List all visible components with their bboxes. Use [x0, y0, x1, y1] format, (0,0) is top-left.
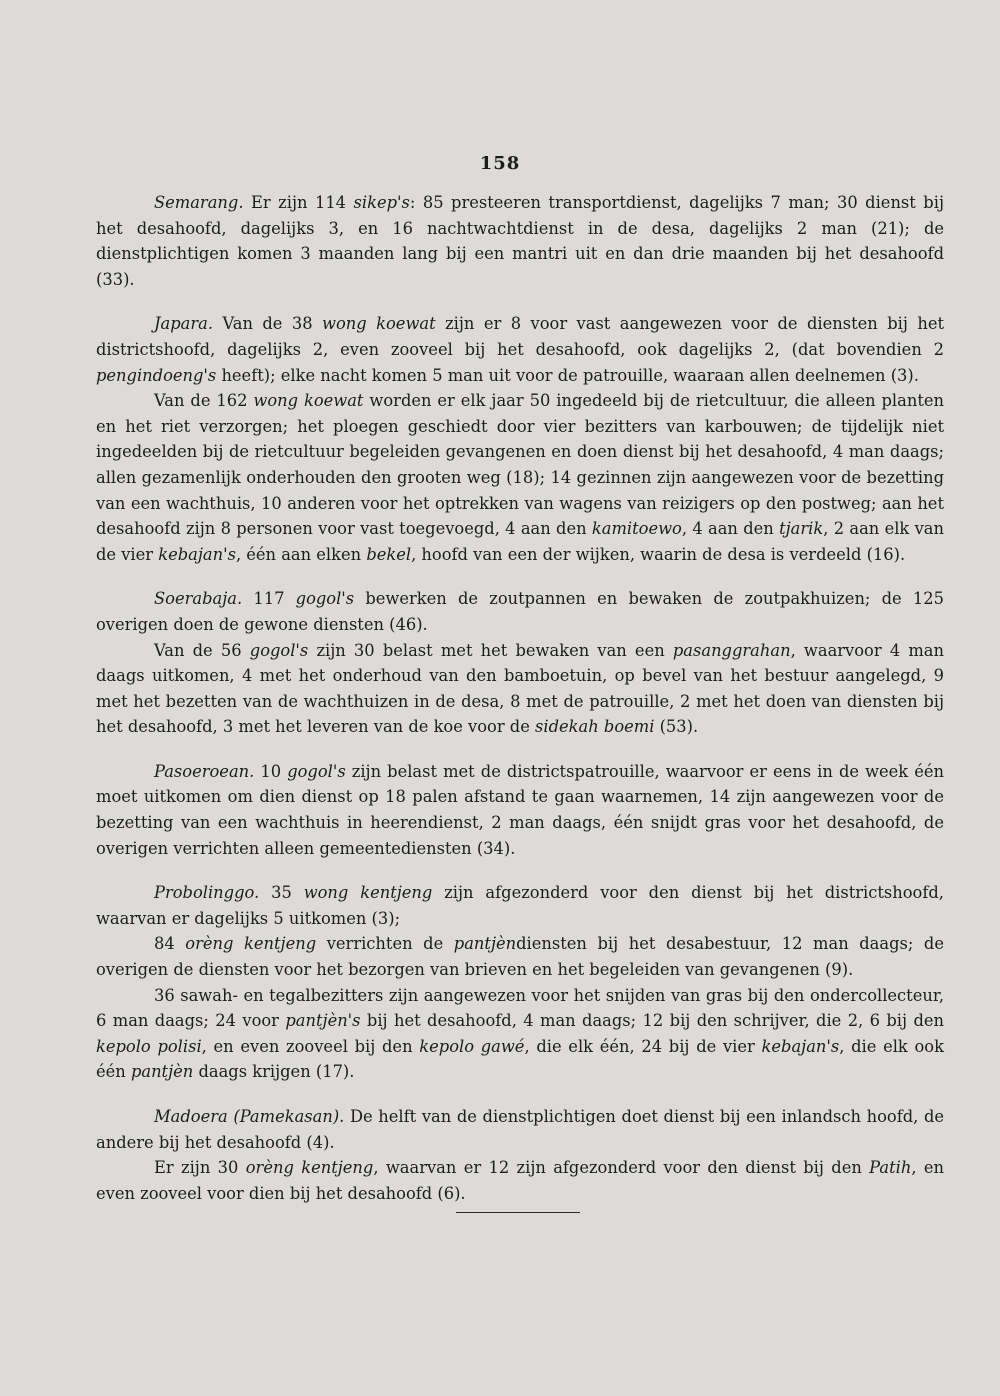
text-run: verrichten de — [316, 934, 454, 954]
region-heading: Probolinggo. — [154, 883, 260, 903]
paragraph — [96, 880, 944, 931]
text-run: De helft van de dienstplichtigen doet dienst bij een inlandsch hoofd, de andere bij het desahoofd (4). — [96, 1107, 945, 1152]
text-run: 117 — [242, 589, 296, 609]
paragraph — [96, 1155, 944, 1206]
native-term: kepolo gawé — [419, 1036, 525, 1056]
paragraph — [96, 190, 944, 292]
paragraph — [96, 931, 944, 982]
text-run: bij het desahoofd, 4 man daags; 12 bij den schrijver, die 2, 6 bij den — [360, 1011, 944, 1031]
native-term: orèng kentjeng — [185, 934, 317, 954]
text-run: Van de 38 — [213, 314, 323, 334]
text-run: heeft); elke nacht komen 5 man uit voor de patrouille, waaraan allen deelnemen (3). — [216, 365, 919, 385]
text-run: : 85 presteeren transportdienst, dagelijks 7 man; 30 dienst bij het desahoofd, dagelijks 3, en 16 nachtwachtdienst in de desa, dagelijks 2 man (21); de dienstplichtigen komen 3 maanden lang bij een mantri uit en dan drie maanden bij het desahoofd (33). — [96, 193, 944, 289]
page-number: 158 — [479, 153, 521, 174]
paragraph — [96, 311, 944, 388]
text-run: zijn 30 belast met het bewaken van een — [308, 640, 673, 660]
paragraph — [96, 759, 944, 861]
native-term: gogol's — [249, 640, 309, 660]
text-run: 10 — [254, 761, 288, 781]
text-run: daags krijgen (17). — [193, 1062, 355, 1082]
text-run: , 4 aan den — [681, 519, 780, 539]
region-heading: Semarang. — [154, 193, 244, 212]
text-run: zijn belast met de districtspatrouille, waarvoor er eens in de week één moet uitkomen om dien dienst op 18 palen afstand te gaan waarnemen, 14 zijn aangewezen voor de bezetting van een wachthuis in heerendienst, 2 man daags, één snijdt gras voor het desahoofd, de overigen verrichten alleen gemeentediensten (34). — [96, 761, 944, 858]
text-run: Van de 56 — [154, 640, 250, 660]
native-term: pantjèn — [453, 934, 517, 954]
text-run: Er zijn 30 — [154, 1158, 246, 1178]
text-run: diensten bij het desabestuur, 12 man daags; de overigen de diensten voor het bezorgen van brieven en het begeleiden van gevangenen (9). — [96, 934, 944, 980]
native-term: bekel — [366, 544, 412, 564]
region-heading: Madoera (Pamekasan). — [154, 1107, 345, 1126]
native-term: kebajan's — [761, 1036, 840, 1056]
native-term: pantjèn — [130, 1062, 194, 1082]
text-run: Van de 162 — [154, 391, 254, 411]
text-run: worden er elk jaar 50 ingedeeld bij de rietcultuur, die alleen planten en het riet verzorgen; het ploegen geschiedt door vier bezitters van karbouwen; de tijdelijk niet ingedeelden bij de rietcultuur begeleiden gevangenen en doen dienst bij het desahoofd, 4 man daags; allen gezamenlijk onderhouden den grooten weg (18); 14 gezinnen zijn aangewezen voor de bezetting van een wachthuis, 10 anderen voor het optrekken van wagens van reizigers op den postweg; aan het desahoofd zijn 8 personen voor vast toegevoegd, 4 aan den — [96, 391, 944, 539]
text-run: , en even zooveel bij den — [201, 1036, 420, 1056]
native-term: pantjèn's — [285, 1011, 361, 1031]
region-heading: Japara. — [154, 314, 214, 334]
text-run: Er zijn 114 — [243, 193, 354, 212]
native-term: kepolo polisi — [96, 1036, 202, 1056]
text-run: 84 — [154, 934, 186, 954]
region-heading: Soerabaja. — [154, 589, 243, 609]
native-term: tjarik — [779, 519, 824, 539]
closing-rule — [456, 1212, 580, 1213]
native-term: sikep's — [353, 193, 410, 212]
native-term: pasanggrahan — [672, 640, 791, 660]
native-term: sidekah boemi — [535, 717, 655, 737]
text-run: zijn er 8 voor vast aangewezen voor de diensten bij het districtshoofd, dagelijks 2, even zooveel bij het desahoofd, ook dagelijks 2, (dat bovendien 2 — [96, 314, 944, 359]
text-run: , waarvan er 12 zijn afgezonderd voor den dienst bij den — [373, 1158, 870, 1178]
region-heading: Pasoeroean. — [154, 761, 255, 781]
native-term: wong kentjeng — [303, 883, 433, 903]
paragraph — [96, 638, 944, 740]
native-term: kebajan's — [158, 544, 236, 564]
native-term: orèng kentjeng — [245, 1158, 374, 1178]
text-run: , en even zooveel voor dien bij het desahoofd (6). — [96, 1158, 944, 1203]
paragraph — [96, 1104, 944, 1155]
native-term: wong koewat — [322, 314, 436, 334]
text-run: , waarvoor 4 man daags uitkomen, 4 met het onderhoud van den bamboetuin, op bevel van het bestuur aangelegd, 9 met het bezetten van de wachthuizen in de desa, 8 met de patrouille, 2 met het doen van diensten bij het desahoofd, 3 met het leveren van de koe voor de — [96, 640, 944, 737]
text-run: , die elk één, 24 bij de vier — [524, 1036, 762, 1056]
native-term: wong koewat — [253, 391, 364, 411]
paragraph — [96, 586, 944, 637]
text-run: zijn afgezonderd voor den dienst bij het districtshoofd, waarvan er dagelijks 5 uitkomen (3); — [96, 883, 944, 928]
text-run: , 2 aan elk van de vier — [96, 519, 945, 564]
text-run: 36 sawah- en tegalbezitters zijn aangewezen voor het snijden van gras bij den ondercollecteur, 6 man daags; 24 voor — [96, 985, 944, 1031]
paragraph — [96, 983, 944, 1085]
native-term: kamitoewo — [591, 519, 682, 539]
body-text — [96, 190, 944, 1206]
text-run: , die elk ook één — [96, 1036, 944, 1082]
text-run: (53). — [654, 717, 699, 737]
native-term: Patih — [869, 1158, 912, 1178]
native-term: gogol's — [295, 589, 355, 609]
text-run: bewerken de zoutpannen en bewaken de zoutpakhuizen; de 125 overigen doen de gewone diensten (46). — [96, 589, 944, 634]
text-run: , één aan elken — [235, 544, 367, 564]
text-run: , hoofd van een der wijken, waarin de desa is verdeeld (16). — [411, 544, 906, 564]
paragraph — [96, 388, 944, 567]
native-term: gogol's — [287, 761, 346, 781]
native-term: pengindoeng's — [96, 365, 217, 385]
text-run: 35 — [259, 883, 304, 903]
